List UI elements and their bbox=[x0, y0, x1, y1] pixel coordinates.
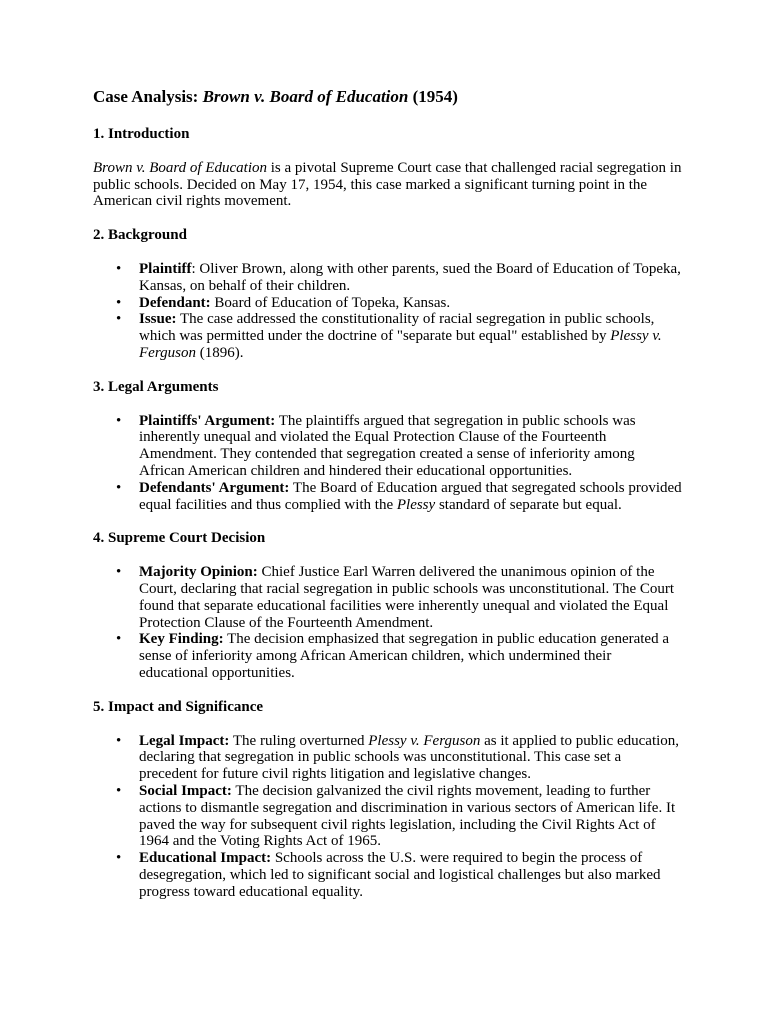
defendants-argument-case-name: Plessy bbox=[396, 496, 436, 513]
section-heading-legal-arguments: 3. Legal Arguments bbox=[93, 378, 219, 395]
legal-impact-case-name: Plessy v. Ferguson bbox=[368, 732, 481, 749]
issue-case-name: Plessy v. Ferguson bbox=[139, 328, 662, 361]
key-finding-text: The decision emphasized that segregation in public education generated a sense of inferiority among African American children, which undermined their educational opportunities. bbox=[139, 631, 670, 681]
list-item-issue bbox=[139, 311, 683, 361]
list-item-plaintiffs-argument bbox=[139, 413, 683, 480]
list-item-defendant bbox=[139, 295, 683, 312]
plaintiffs-argument-text: The plaintiffs argued that segregation in public schools was inherently unequal and violated the Equal Protection Clause of the Fourteenth Amendment. They contended that segregation created a sense of inferiority among African American children and hindered their educational opportunities. bbox=[139, 412, 636, 479]
issue-label: Issue: bbox=[139, 311, 177, 328]
title-prefix: Case Analysis: bbox=[93, 87, 203, 106]
majority-opinion-text: Chief Justice Earl Warren delivered the unanimous opinion of the Court, declaring that racial segregation in public schools was unconstitutional. The Court found that separate educational facilities were inherently unequal and violated the Equal Protection Clause of the Fourteenth Amendment. bbox=[139, 564, 675, 631]
plaintiff-colon: : bbox=[191, 260, 196, 277]
section-heading-introduction: 1. Introduction bbox=[93, 126, 190, 142]
document-title bbox=[93, 86, 683, 108]
list-item-defendants-argument bbox=[139, 480, 683, 514]
introduction-case-name: Brown v. Board of Education bbox=[93, 159, 268, 176]
legal-impact-text-2: as it applied to public education, declaring that segregation in public schools was unconstitutional. This case set a precedent for future civil rights litigation and legislative changes. bbox=[139, 732, 680, 783]
defendants-argument-text-2: standard of separate but equal. bbox=[435, 496, 622, 513]
decision-list bbox=[93, 564, 683, 682]
plaintiff-text: Oliver Brown, along with other parents, sued the Board of Education of Topeka, Kansas, on behalf of their children. bbox=[139, 260, 681, 294]
list-item-legal-impact bbox=[139, 733, 683, 783]
title-year: (1954) bbox=[408, 87, 458, 106]
background-list bbox=[93, 261, 683, 362]
issue-year: (1896). bbox=[195, 344, 244, 361]
educational-impact-label: Educational Impact: bbox=[139, 850, 272, 867]
plaintiff-label: Plaintiff bbox=[139, 260, 192, 277]
introduction-paragraph bbox=[93, 160, 683, 210]
educational-impact-text: Schools across the U.S. were required to begin the process of desegregation, which led to significant social and logistical challenges but also marked progress toward educational equality. bbox=[139, 850, 661, 900]
impact-list bbox=[93, 733, 683, 901]
key-finding-label: Key Finding: bbox=[139, 631, 224, 648]
defendant-label: Defendant: bbox=[139, 294, 211, 311]
introduction-text: is a pivotal Supreme Court case that challenged racial segregation in public schools. Decided on May 17, 1954, this case marked a significant turning point in the American civil rights movement. bbox=[93, 159, 682, 210]
legal-impact-text-1: The ruling overturned bbox=[229, 732, 369, 749]
section-heading-impact: 5. Impact and Significance bbox=[93, 698, 264, 715]
defendants-argument-text-1: The Board of Education argued that segregated schools provided equal facilities and thus complied with the bbox=[139, 479, 682, 513]
section-heading-decision: 4. Supreme Court Decision bbox=[93, 530, 266, 547]
list-item-majority-opinion bbox=[139, 564, 683, 631]
defendants-argument-label: Defendants' Argument: bbox=[139, 479, 290, 496]
document-page bbox=[93, 86, 683, 917]
plaintiffs-argument-label: Plaintiffs' Argument: bbox=[139, 412, 276, 429]
section-heading-background: 2. Background bbox=[93, 227, 187, 244]
social-impact-text: The decision galvanized the civil rights movement, leading to further actions to dismantle segregation and discrimination in various sectors of American life. It paved the way for subsequent civil rights legislation, including the Civil Rights Act of 1964 and the Voting Rights Act of 1965. bbox=[139, 782, 676, 850]
legal-arguments-list bbox=[93, 413, 683, 514]
title-case-name: Brown v. Board of Education bbox=[202, 87, 409, 106]
defendant-text: Board of Education of Topeka, Kansas. bbox=[210, 294, 451, 311]
list-item-social-impact bbox=[139, 783, 683, 850]
issue-text: The case addressed the constitutionality of racial segregation in public schools, which was permitted under the doctrine of "separate but equal" established by bbox=[139, 311, 655, 345]
social-impact-label: Social Impact: bbox=[139, 782, 232, 799]
list-item-educational-impact bbox=[139, 850, 683, 900]
list-item-key-finding bbox=[139, 631, 683, 681]
majority-opinion-label: Majority Opinion: bbox=[139, 564, 258, 581]
legal-impact-label: Legal Impact: bbox=[139, 732, 230, 749]
list-item-plaintiff bbox=[139, 261, 683, 295]
